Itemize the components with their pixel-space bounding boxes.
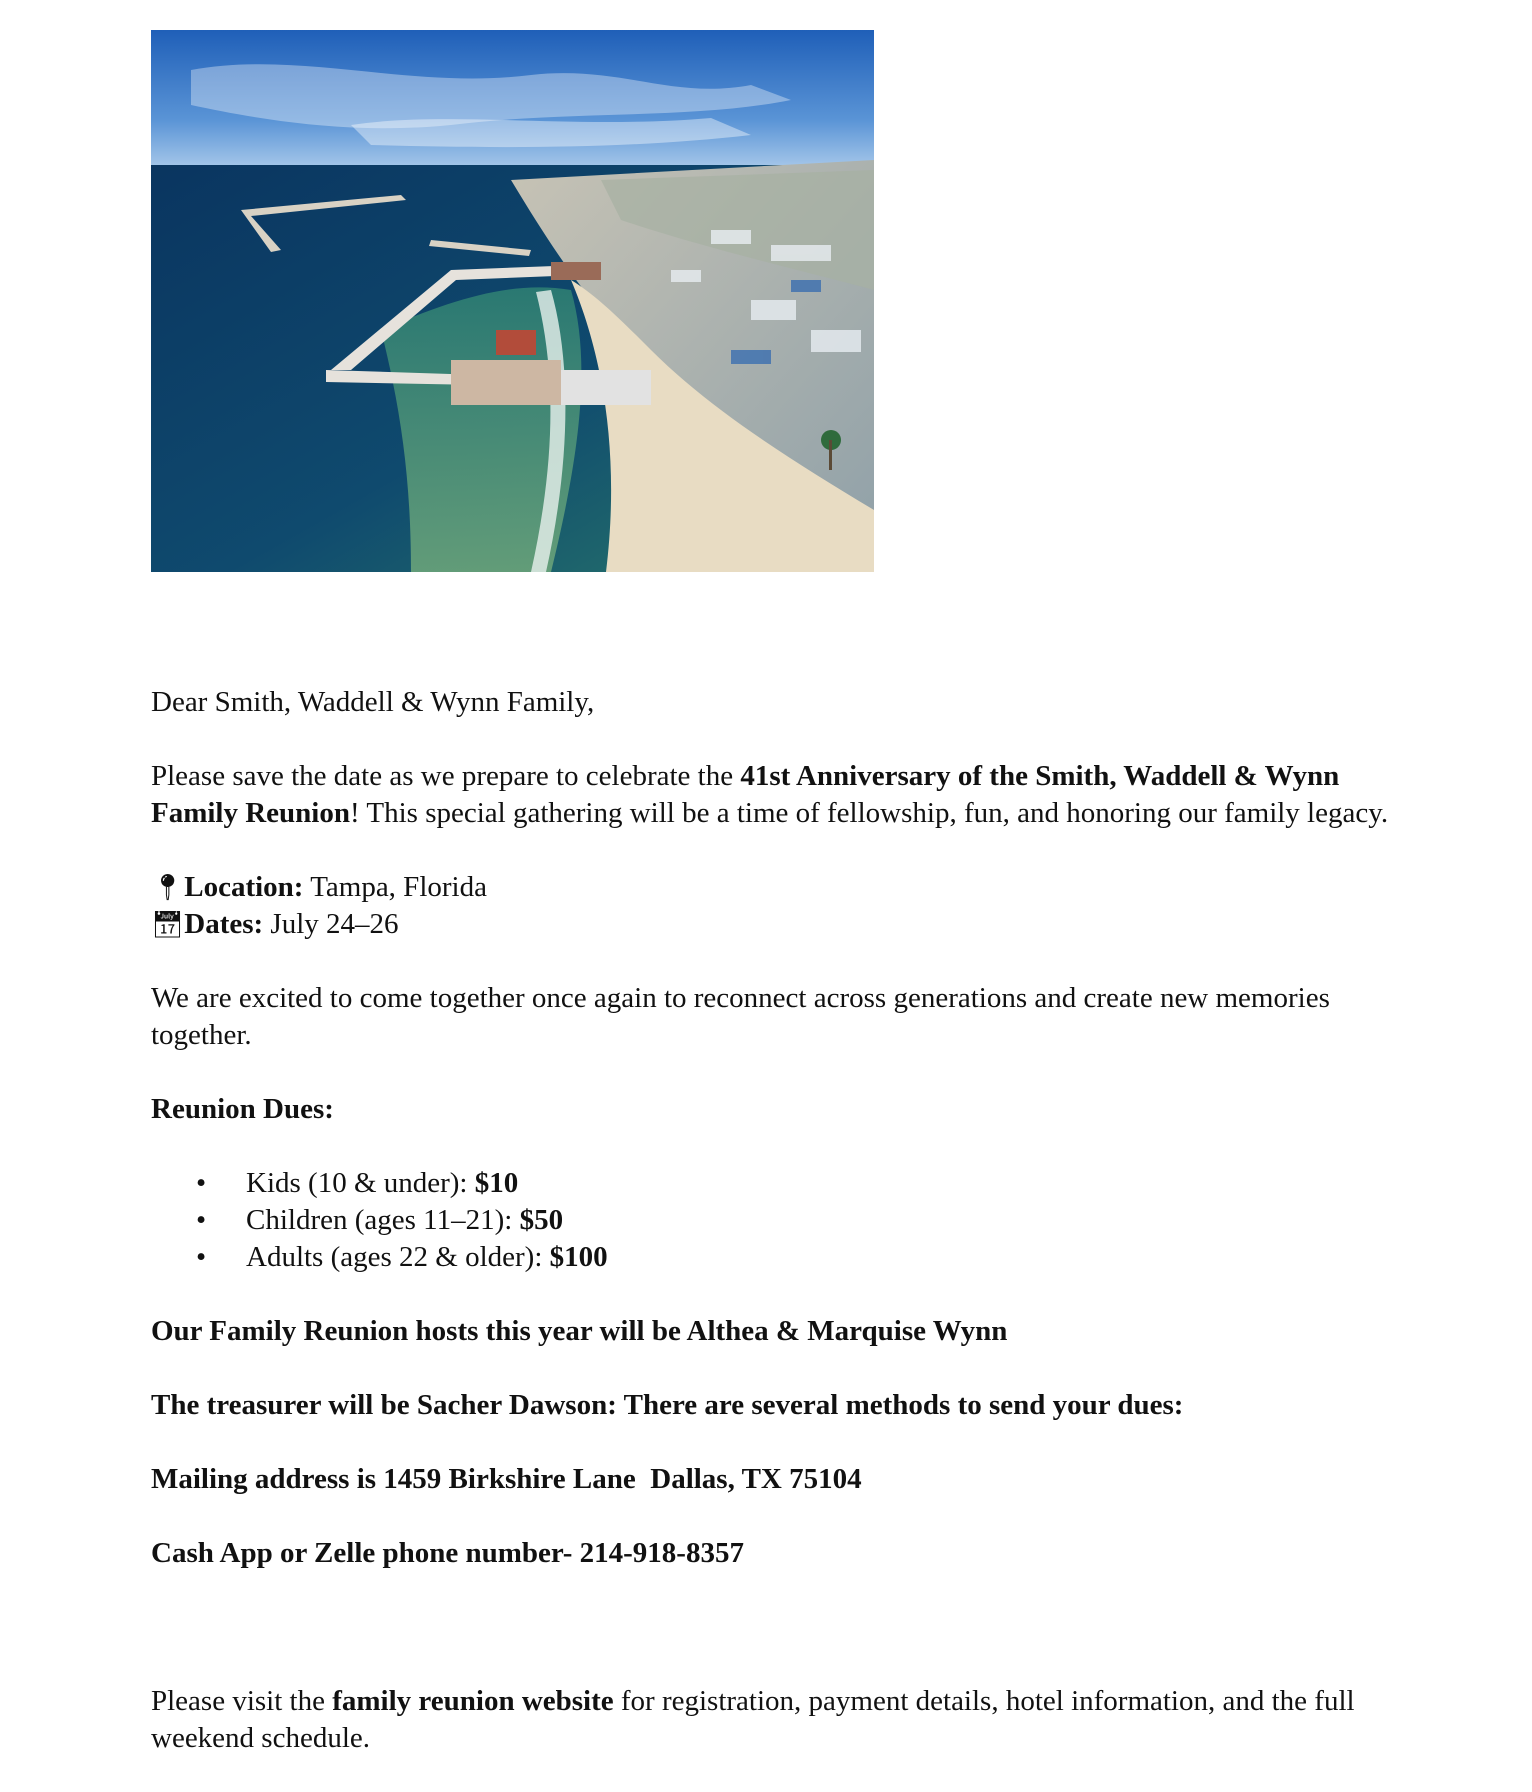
list-item: • Kids (10 & under): $10: [196, 1167, 519, 1199]
mailing-address-line: Mailing address is 1459 Birkshire Lane Dallas, TX 75104: [151, 1463, 862, 1495]
dues-heading: Reunion Dues:: [151, 1093, 334, 1125]
hosts-line: Our Family Reunion hosts this year will be Althea & Marquise Wynn: [151, 1315, 1008, 1347]
payment-phone-line: Cash App or Zelle phone number- 214-918-8357: [151, 1537, 744, 1569]
location-label: Location:: [184, 871, 304, 903]
closing-paragraph: Please visit the family reunion website for registration, payment details, hotel information, and the full weekend schedule.: [151, 1685, 1355, 1754]
list-item: • Adults (ages 22 & older): $100: [196, 1241, 608, 1273]
dates-value: July 24–26: [263, 908, 399, 940]
aerial-beach-pier-photo: [151, 30, 874, 572]
location-line: [151, 869, 1391, 906]
location-value: Tampa, Florida: [303, 871, 487, 903]
greeting: Dear Smith, Waddell & Wynn Family,: [151, 686, 595, 718]
intro-paragraph: Please save the date as we prepare to celebrate the 41st Anniversary of the Smith, Waddell & Wynn Family Reunion! This special gathering will be a time of fellowship, fun, and honoring our family legacy.: [151, 760, 1389, 829]
calendar-icon: 📅︎: [151, 910, 185, 939]
letter-page: [151, 30, 1391, 1757]
dues-list: [151, 1165, 1391, 1276]
website-reference: family reunion website: [332, 1685, 614, 1717]
dates-line: [151, 906, 1391, 943]
excited-paragraph: We are excited to come together once again to reconnect across generations and create new memories together.: [151, 982, 1330, 1051]
anniversary-highlight: 41st Anniversary of the Smith, Waddell & Wynn Family Reunion: [151, 760, 1340, 829]
treasurer-line: The treasurer will be Sacher Dawson: There are several methods to send your dues:: [151, 1389, 1184, 1421]
dates-label: Dates:: [184, 908, 264, 940]
list-item: • Children (ages 11–21): $50: [196, 1204, 564, 1236]
pushpin-icon: 📍︎: [151, 873, 185, 902]
